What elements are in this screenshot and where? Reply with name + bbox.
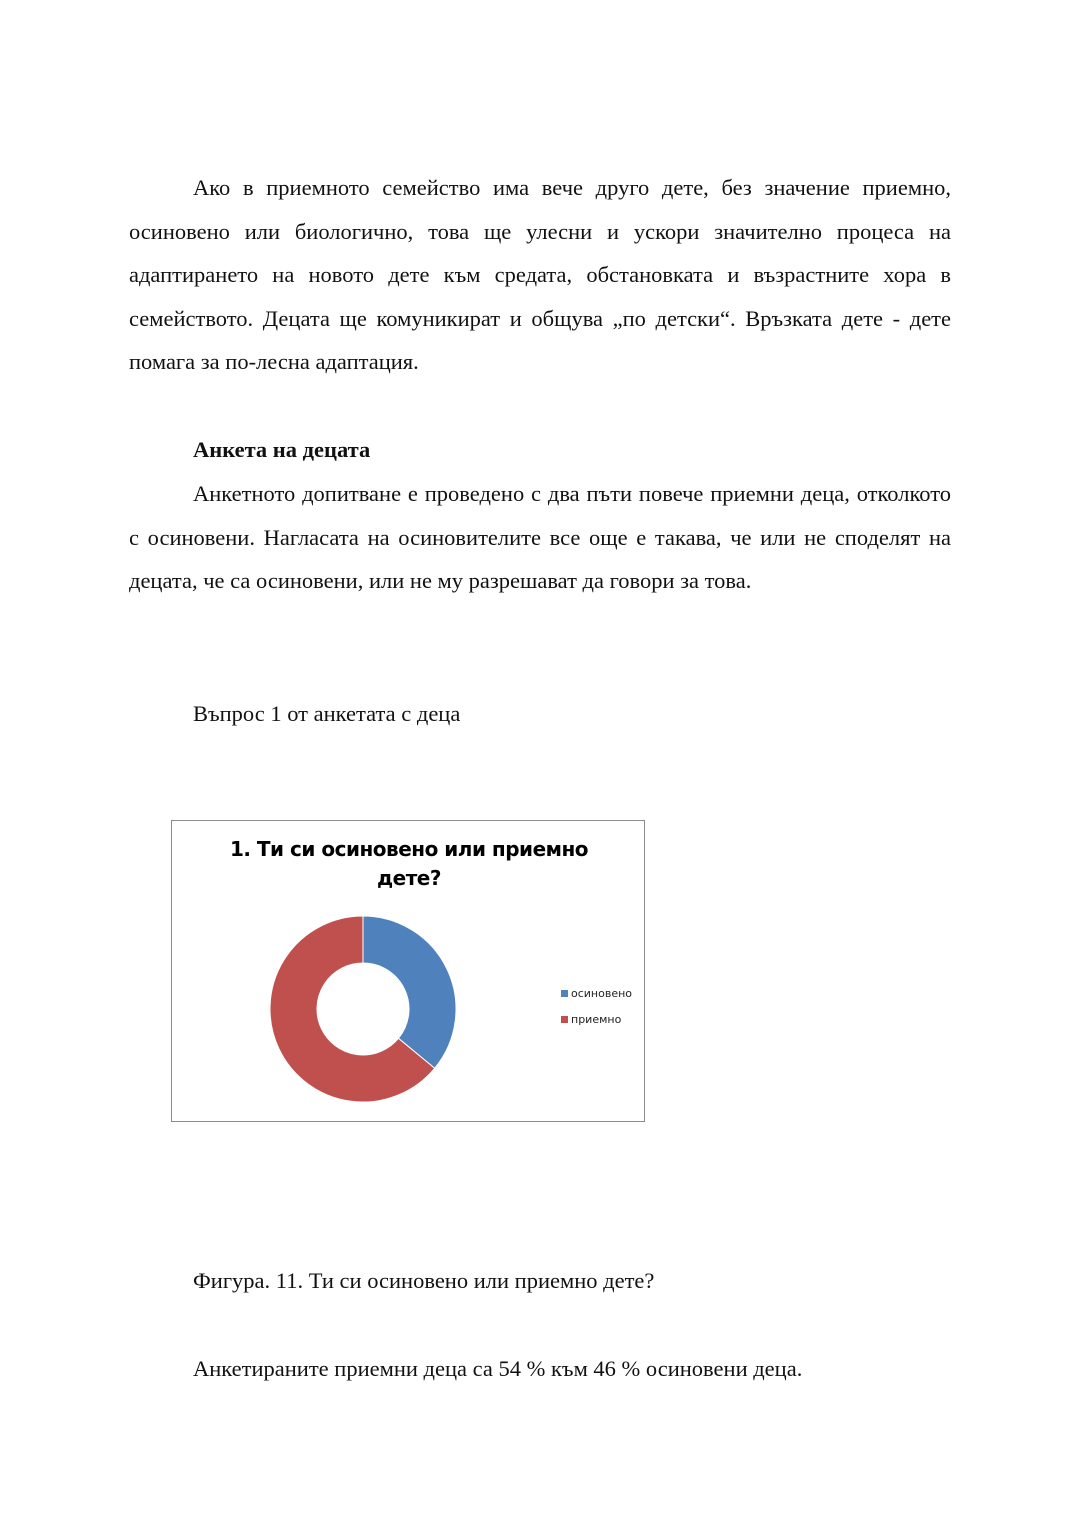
chart-legend (561, 987, 632, 1039)
section-heading: Анкета на децата (193, 437, 371, 462)
chart-title-line1: 1. Ти си осиновено или приемно (229, 837, 589, 861)
legend-swatch (561, 1016, 568, 1023)
question-label: Въпрос 1 от анкетата с деца (193, 701, 461, 726)
result-paragraph: Анкетираните приемни деца са 54 % към 46 % осиновени деца. (193, 1356, 803, 1381)
legend-swatch (561, 990, 568, 997)
paragraph-survey (129, 472, 951, 603)
paragraph-survey-text: Анкетното допитване е проведено с два пъти повече приемни деца, отколкото с осиновени. Нагласата на осиновителите все още е такава, че или не споделят на децата, че са осиновени, или не му разрешават да говори за това. (129, 481, 951, 593)
legend-label: приемно (571, 1013, 622, 1026)
figure-caption: Фигура. 11. Ти си осиновено или приемно дете? (193, 1268, 655, 1293)
legend-item-foster (561, 1013, 632, 1026)
legend-label: осиновено (571, 987, 633, 1000)
donut-chart (171, 820, 645, 1122)
chart-title-line2: дете? (377, 866, 441, 890)
paragraph-adaptation (129, 166, 951, 384)
paragraph-adaptation-text: Ако в приемното семейство има вече друго дете, без значение приемно, осиновено или биологично, това ще улесни и ускори значително процеса на адаптирането на новото дете към средата, обстановката и възрастните хора в семейството. Децата ще комуникират и общува „по детски“. Връзката дете - дете помага за по-лесна адаптация. (129, 175, 951, 374)
donut-slice-adopted (363, 916, 456, 1068)
chart-plot-area (172, 821, 644, 1121)
legend-item-adopted (561, 987, 632, 1000)
